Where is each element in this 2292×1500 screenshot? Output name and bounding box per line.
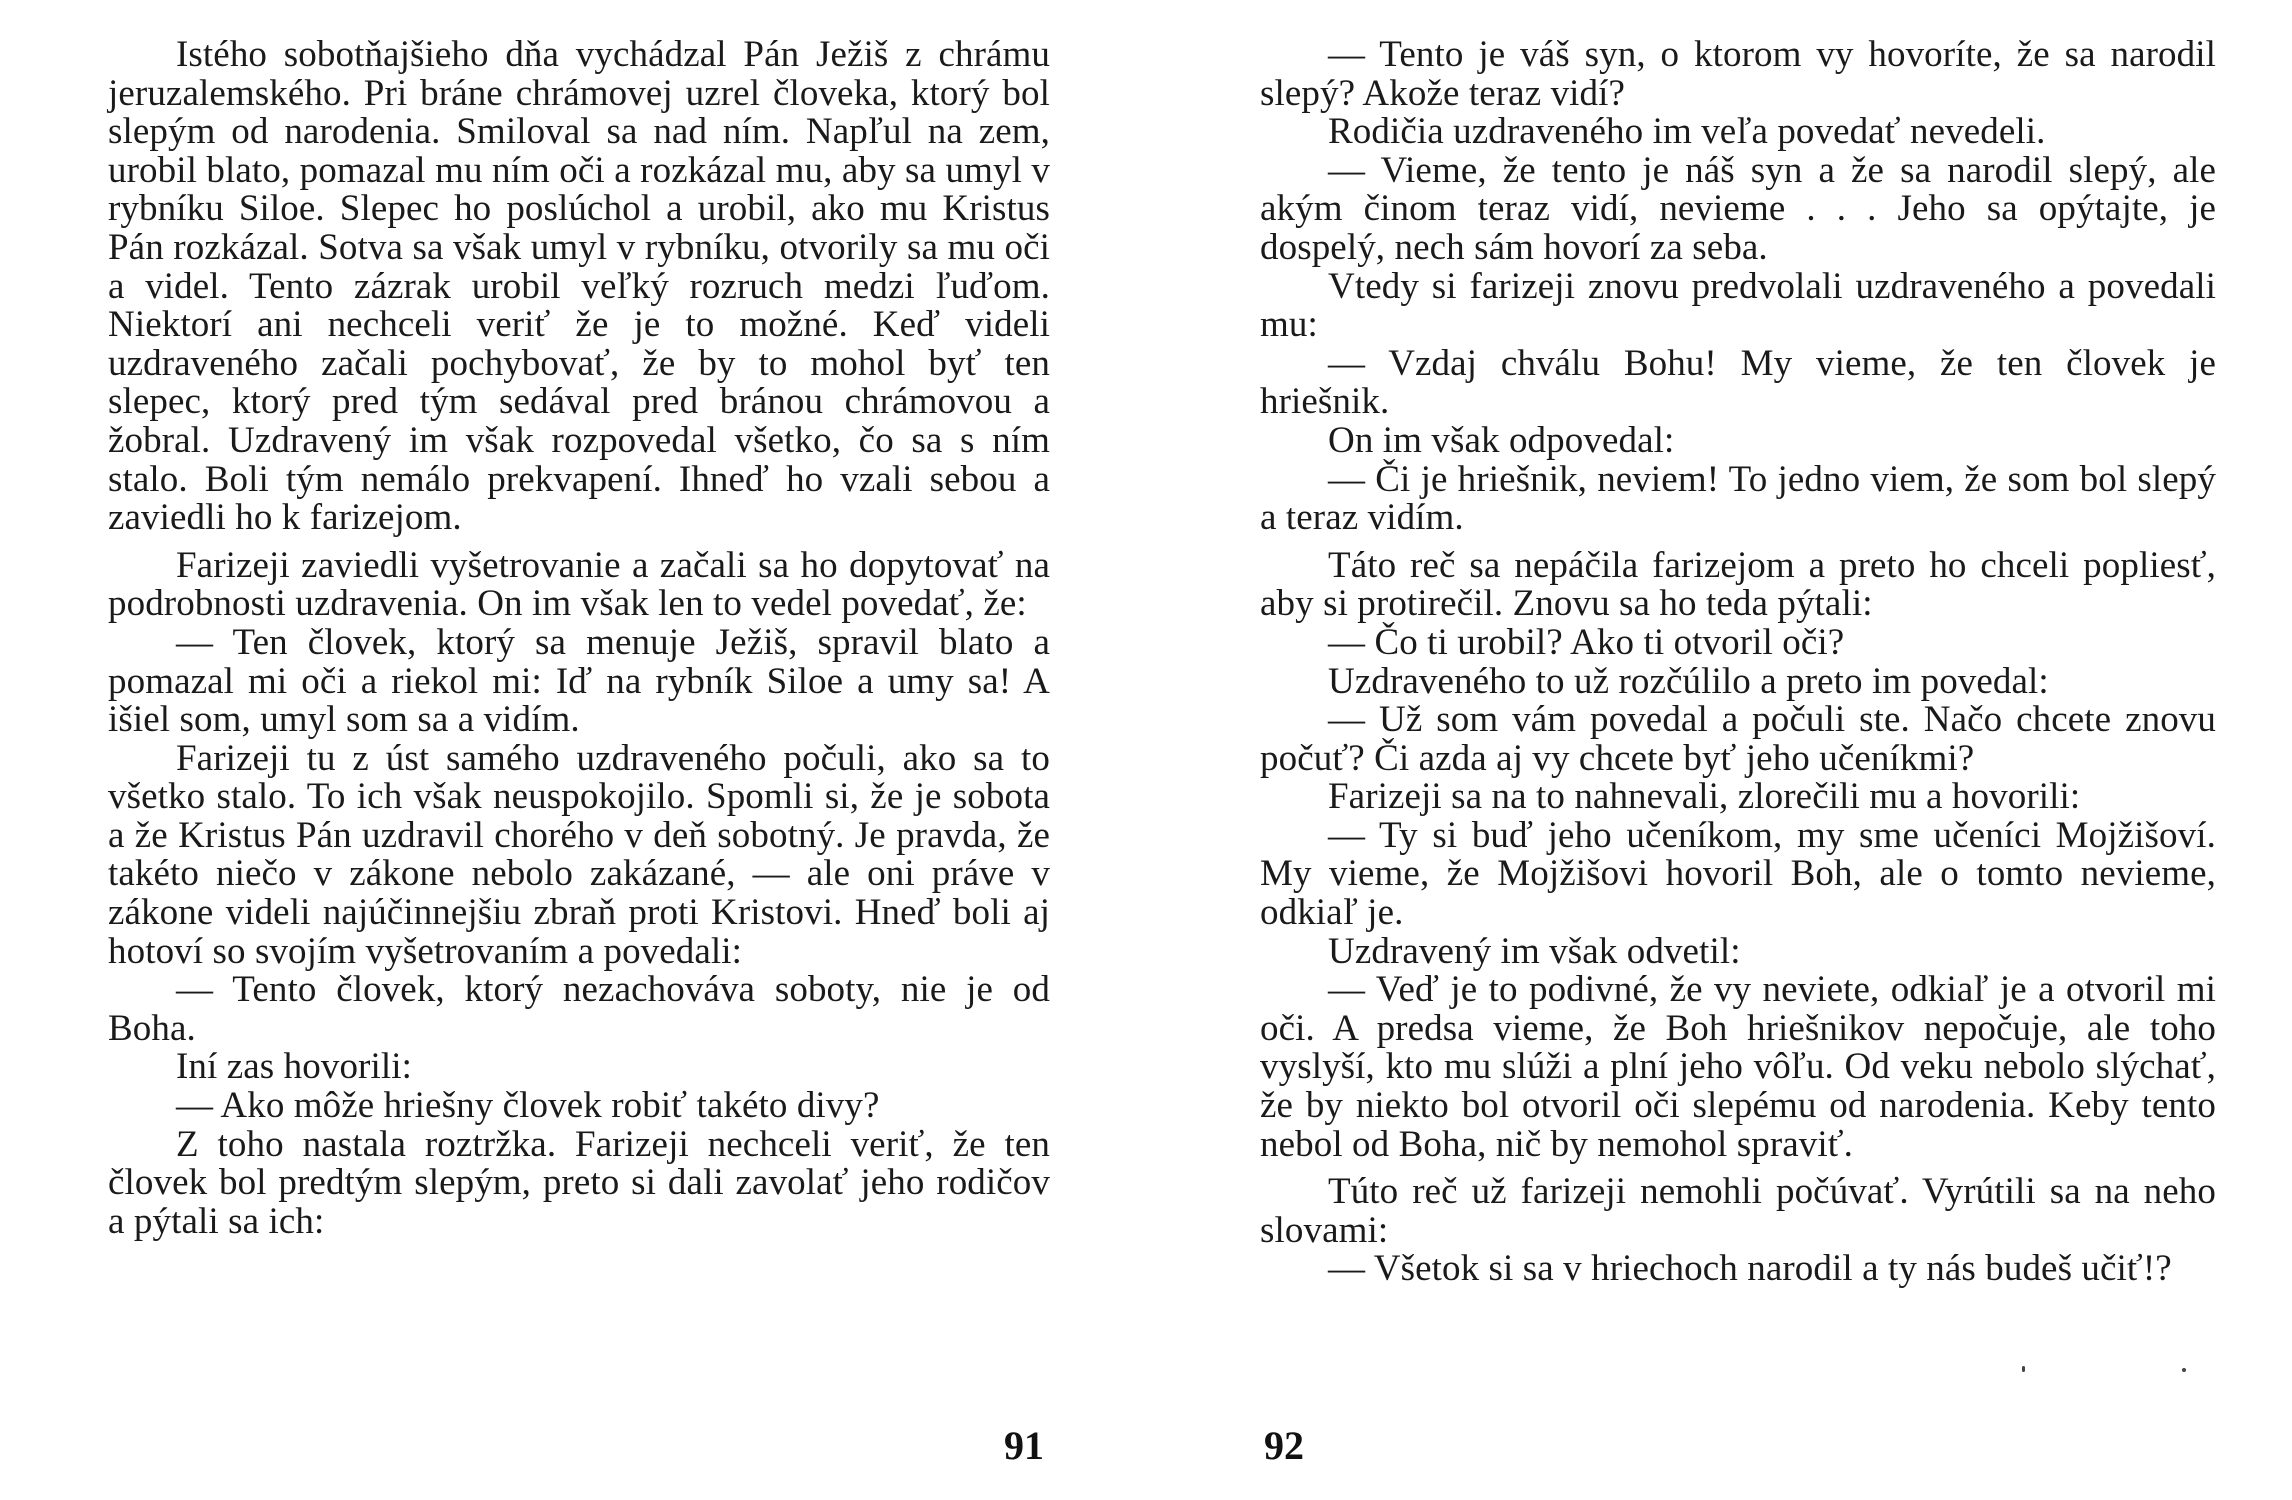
paragraph: Farizeji tu z úst samého uzdraveného počuli, ako sa to všetko stalo. To ich však neuspokojilo. Spomli si, že je sobota a že Kristus Pán uzdravil chorého v deň sobotný. Je pravda, že takéto niečo v zákone nebolo zakázané, — ale oni práve v zákone videli najúčinnejšiu zbraň proti Kristovi. Hneď boli aj hotoví so svojím vyšetrovaním a povedali: [108,737,1050,972]
paragraph: Z toho nastala roztržka. Farizeji nechceli veriť, že ten človek bol predtým slepým, preto si dali zavolať jeho rodičov a pýtali sa ich: [108,1123,1050,1242]
paragraph: — Vzdaj chválu Bohu! My vieme, že ten človek je hriešnik. [1260,342,2216,423]
paragraph: — Ty si buď jeho učeníkom, my sme učeníci Mojžišoví. My vieme, že Mojžišovi hovoril Boh, ale o tomto nevieme, odkiaľ je. [1260,814,2216,934]
paragraph: On im však odpovedal: [1328,419,1675,461]
paragraph: Vtedy si farizeji znovu predvolali uzdraveného a povedali mu: [1260,265,2216,346]
paragraph: Farizeji zaviedli vyšetrovanie a začali sa ho dopytovať na podrobnosti uzdravenia. On im však len to vedel povedať, že: [108,544,1050,625]
ink-speck [2022,1366,2025,1372]
right-text-column [1260,36,2216,1289]
page-number: 92 [1264,1423,1304,1468]
paragraph: Uzdravený im však odvetil: [1328,930,1741,972]
paragraph: — Všetok si sa v hriechoch narodil a ty nás budeš učiť!? [1328,1248,2172,1290]
paragraph: Farizeji sa na to nahnevali, zlorečili mu a hovorili: [1328,776,2081,818]
paragraph: — Ten človek, ktorý sa menuje Ježiš, spravil blato a pomazal mi oči a riekol mi: Iď na rybník Siloe a umy sa! A išiel som, umyl som sa a vidím. [108,621,1050,741]
paragraph: — Vieme, že tento je náš syn a že sa narodil slepý, ale akým činom teraz vidí, nevieme . . . Jeho sa opýtajte, je dospelý, nech sám hovorí za seba. [1260,149,2216,268]
right-page [1146,0,2292,1500]
paragraph: Uzdraveného to už rozčúlilo a preto im povedal: [1328,660,2049,702]
left-text-column [108,36,1050,1241]
paragraph: Iní zas hovorili: [176,1046,412,1088]
paragraph: Istého sobotňajšieho dňa vychádzal Pán Ježiš z chrámu jeruzalemského. Pri bráne chrámovej uzrel človeka, ktorý bol slepým od narodenia. Smiloval sa nad ním. Napľul na zem, urobil blato, pomazal mu ním oči a rozkázal mu, aby sa umyl v rybníku Siloe. Slepec ho poslúchol a urobil, ako mu Kristus Pán rozkázal. Sotva sa však umyl v rybníku, otvorily sa mu oči a videl. Tento zázrak urobil veľký rozruch medzi ľuďom. Niektorí ani nechceli veriť že je to možné. Keď videli uzdraveného začali pochybovať, že by to mohol byť ten slepec, ktorý pred tým sedával pred bránou chrámovou a žobral. Uzdravený im však rozpovedal všetko, čo sa s ním stalo. Boli tým nemálo prekvapení. Ihneď ho vzali sebou a zaviedli ho k farizejom. [108,34,1050,539]
page-number: 91 [1004,1423,1044,1468]
paragraph: — Tento človek, ktorý nezachováva soboty, nie je od Boha. [108,969,1050,1049]
paragraph: — Tento je váš syn, o ktorom vy hovoríte, že sa narodil slepý? Akože teraz vidí? [1260,34,2216,114]
paragraph: — Veď je to podivné, že vy neviete, odkiaľ je a otvoril mi oči. A predsa vieme, že Boh hriešnikov nepočuje, ale toho vyslyší, kto mu slúži a plní jeho vôľu. Od veku nebolo slýchať, že by niekto bol otvoril oči slepému od narodenia. Keby tento nebol od Boha, nič by nemohol spraviť. [1260,969,2216,1165]
paragraph: — Či je hriešnik, neviem! To jedno viem, že som bol slepý a teraz vidím. [1260,458,2216,539]
paragraph: Táto reč sa nepáčila farizejom a preto ho chceli popliesť, aby si protirečil. Znovu sa ho teda pýtali: [1260,544,2216,625]
paragraph: Túto reč už farizeji nemohli počúvať. Vyrútili sa na neho slovami: [1260,1171,2216,1251]
paragraph: — Ako môže hriešny človek robiť takéto divy? [176,1085,880,1127]
paragraph: — Čo ti urobil? Ako ti otvoril oči? [1328,621,1845,663]
ink-speck [2182,1368,2186,1372]
paragraph: Rodičia uzdraveného im veľa povedať nevedeli. [1328,111,2046,153]
paragraph: — Už som vám povedal a počuli ste. Načo chcete znovu počuť? Či azda aj vy chcete byť jeho učeníkmi? [1260,699,2216,779]
